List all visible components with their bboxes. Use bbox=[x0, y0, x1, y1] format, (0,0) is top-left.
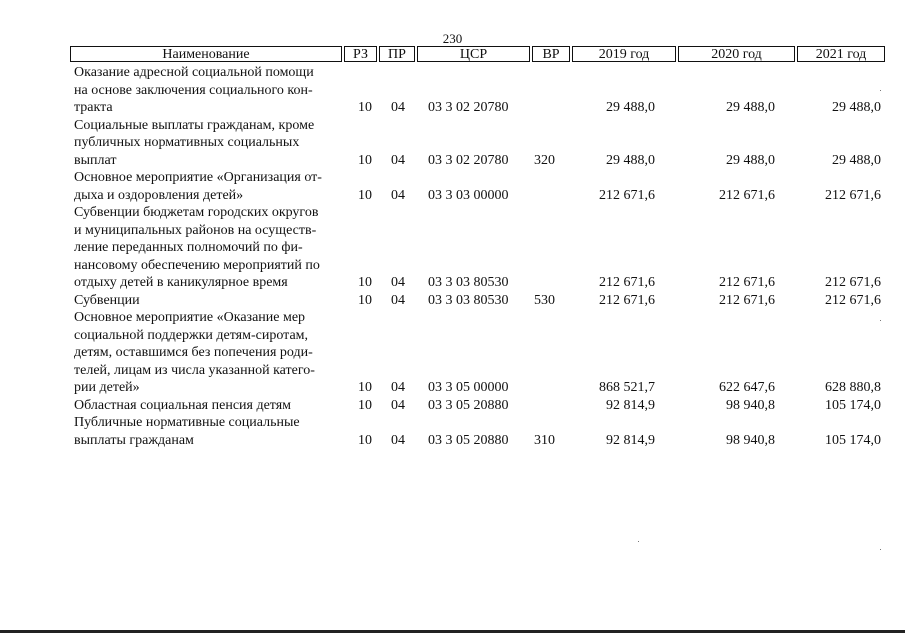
row-name: Субвенции bbox=[74, 292, 140, 308]
column-header-2019: 2019 год bbox=[572, 46, 676, 62]
value-2021: 628 880,8 bbox=[825, 380, 881, 395]
table-row bbox=[0, 117, 905, 170]
pr-cell: 04 bbox=[391, 100, 405, 115]
rz-cell: 10 bbox=[358, 100, 372, 115]
csr-cell: 03 3 03 00000 bbox=[428, 187, 509, 203]
csr-cell: 03 3 05 20880 bbox=[428, 397, 509, 413]
column-header-2020: 2020 год bbox=[678, 46, 795, 62]
row-name: Основное мероприятие «Организация от- дыха и оздоровления детей» bbox=[74, 170, 322, 203]
value-2019: 29 488,0 bbox=[606, 152, 655, 168]
csr-cell: 03 3 03 80530 bbox=[428, 275, 509, 290]
column-header-2021: 2021 год bbox=[797, 46, 885, 62]
pr-cell: 04 bbox=[391, 275, 405, 290]
table-header bbox=[70, 46, 885, 63]
row-name: Оказание адресной социальной помощи на основе заключения социального кон- тракта bbox=[74, 65, 314, 115]
rz-cell: 10 bbox=[358, 152, 372, 168]
value-2019: 29 488,0 bbox=[606, 100, 655, 115]
rz-cell: 10 bbox=[358, 292, 372, 308]
page-bottom-border bbox=[0, 630, 905, 633]
row-name: Публичные нормативные социальные выплаты гражданам bbox=[74, 415, 300, 448]
value-2019: 212 671,6 bbox=[599, 187, 655, 203]
value-2019: 92 814,9 bbox=[606, 432, 655, 448]
table-row bbox=[0, 397, 905, 415]
value-2020: 98 940,8 bbox=[726, 397, 775, 413]
value-2019: 212 671,6 bbox=[599, 292, 655, 308]
value-2019: 92 814,9 bbox=[606, 397, 655, 413]
column-header-pr: ПР bbox=[379, 46, 415, 62]
value-2021: 29 488,0 bbox=[832, 100, 881, 115]
row-name: Субвенции бюджетам городских округов и муниципальных районов на осуществ- ление переданных полномочий по фи- нансовому обеспечению мероприятий по отдыху детей в каникулярное время bbox=[74, 205, 320, 290]
value-2019: 868 521,7 bbox=[599, 380, 655, 395]
rz-cell: 10 bbox=[358, 187, 372, 203]
rz-cell: 10 bbox=[358, 380, 372, 395]
csr-cell: 03 3 05 00000 bbox=[428, 380, 509, 395]
page-number: 230 bbox=[442, 31, 463, 46]
value-2021: 212 671,6 bbox=[825, 187, 881, 203]
csr-cell: 03 3 03 80530 bbox=[428, 292, 509, 308]
pr-cell: 04 bbox=[391, 152, 405, 168]
table-row bbox=[0, 169, 905, 204]
value-2021: 105 174,0 bbox=[825, 432, 881, 448]
column-header-csr: ЦСР bbox=[417, 46, 530, 62]
value-2021: 212 671,6 bbox=[825, 292, 881, 308]
value-2020: 29 488,0 bbox=[726, 152, 775, 168]
value-2021: 29 488,0 bbox=[832, 152, 881, 168]
table-row bbox=[0, 309, 905, 397]
value-2021: 212 671,6 bbox=[825, 275, 881, 290]
value-2019: 212 671,6 bbox=[599, 275, 655, 290]
scan-speck bbox=[880, 549, 881, 550]
pr-cell: 04 bbox=[391, 397, 405, 413]
rz-cell: 10 bbox=[358, 432, 372, 448]
value-2020: 212 671,6 bbox=[719, 292, 775, 308]
rz-cell: 10 bbox=[358, 275, 372, 290]
csr-cell: 03 3 05 20880 bbox=[428, 432, 509, 448]
row-name: Основное мероприятие «Оказание мер социальной поддержки детям-сиротам, детям, оставшимся без попечения роди- телей, лицам из числа указанной катего- рии детей» bbox=[74, 310, 315, 395]
value-2020: 212 671,6 bbox=[719, 187, 775, 203]
table-row bbox=[0, 204, 905, 292]
table-row bbox=[0, 292, 905, 310]
pr-cell: 04 bbox=[391, 432, 405, 448]
pr-cell: 04 bbox=[391, 292, 405, 308]
value-2020: 98 940,8 bbox=[726, 432, 775, 448]
table-row bbox=[0, 64, 905, 117]
scan-speck bbox=[638, 541, 639, 542]
value-2020: 622 647,6 bbox=[719, 380, 775, 395]
value-2020: 29 488,0 bbox=[726, 100, 775, 115]
column-header-vr: ВР bbox=[532, 46, 570, 62]
scan-speck bbox=[880, 320, 881, 321]
column-header-rz: РЗ bbox=[344, 46, 377, 62]
pr-cell: 04 bbox=[391, 380, 405, 395]
column-header-name: Наименование bbox=[70, 46, 342, 62]
table-row bbox=[0, 414, 905, 449]
scan-speck bbox=[880, 90, 881, 91]
row-name: Областная социальная пенсия детям bbox=[74, 397, 292, 413]
vr-cell: 530 bbox=[534, 292, 555, 308]
csr-cell: 03 3 02 20780 bbox=[428, 100, 509, 115]
csr-cell: 03 3 02 20780 bbox=[428, 152, 509, 168]
vr-cell: 310 bbox=[534, 432, 555, 448]
value-2021: 105 174,0 bbox=[825, 397, 881, 413]
vr-cell: 320 bbox=[534, 152, 555, 168]
value-2020: 212 671,6 bbox=[719, 275, 775, 290]
rz-cell: 10 bbox=[358, 397, 372, 413]
row-name: Социальные выплаты гражданам, кроме публичных нормативных социальных выплат bbox=[74, 117, 315, 168]
pr-cell: 04 bbox=[391, 187, 405, 203]
